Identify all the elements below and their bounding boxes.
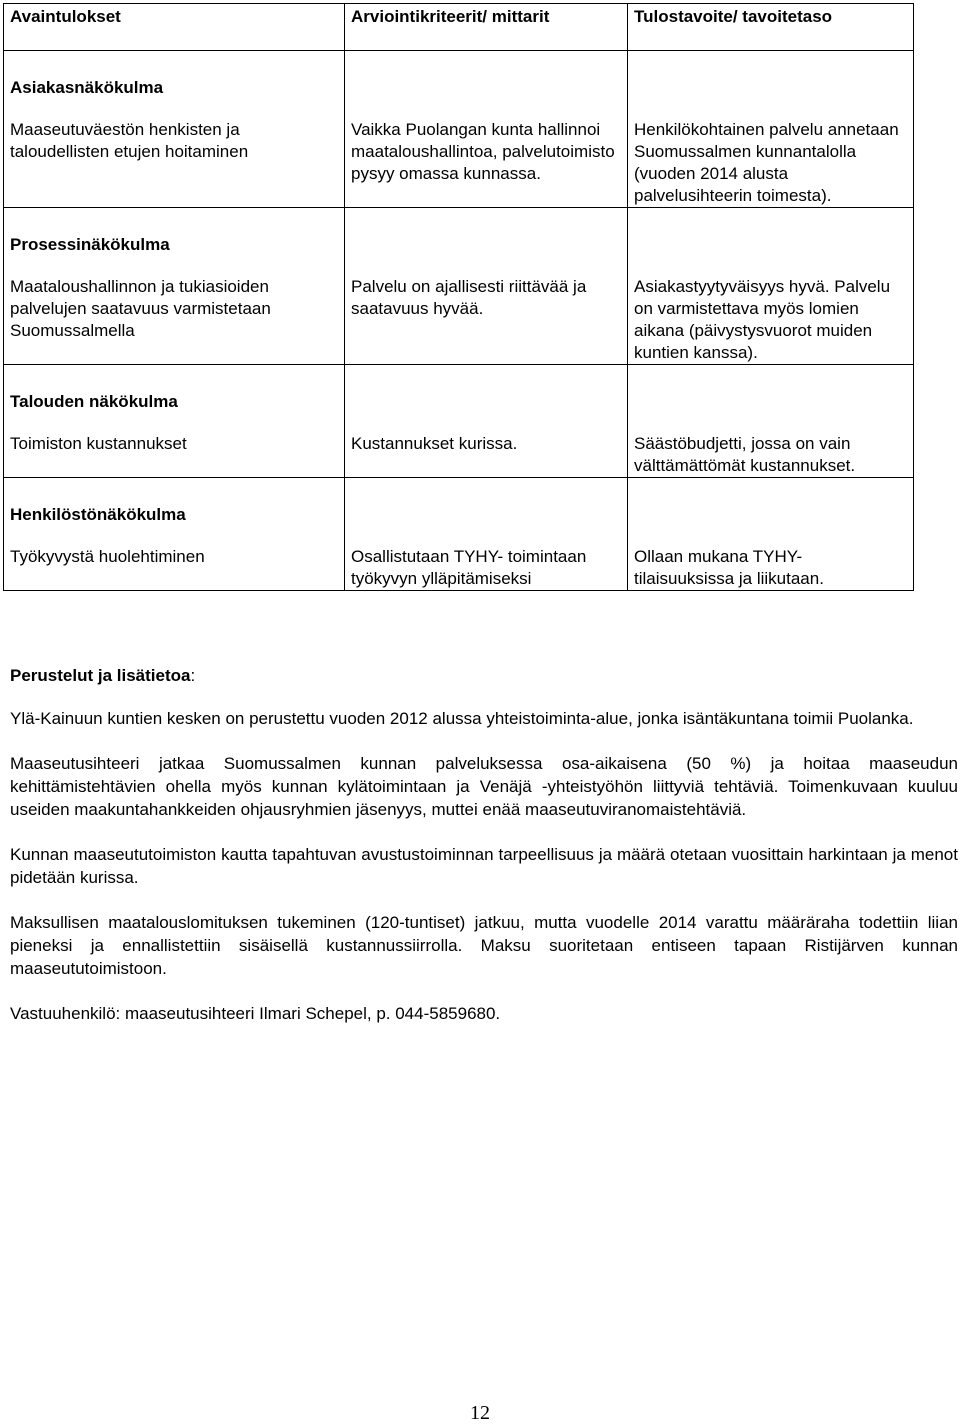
section-title: Prosessinäkökulma [4, 208, 345, 257]
table-cell: Työkyvystä huolehtiminen [4, 526, 345, 591]
section-title: Henkilöstönäkökulma [4, 478, 345, 527]
table-row [4, 526, 914, 591]
table-cell: Maaseutuväestön henkisten ja taloudellisten etujen hoitaminen [4, 99, 345, 208]
table-header-row [4, 4, 914, 51]
table-cell: Toimiston kustannukset [4, 413, 345, 478]
section-title: Talouden näkökulma [4, 365, 345, 414]
table-cell: Säästöbudjetti, jossa on vain välttämättömät kustannukset. [628, 413, 914, 478]
section-title: Asiakasnäkökulma [4, 51, 345, 100]
notes-heading-text: Perustelut ja lisätietoa [10, 666, 191, 685]
table-cell: Palvelu on ajallisesti riittävää ja saatavuus hyvää. [345, 256, 628, 365]
notes-heading-colon: : [190, 666, 196, 685]
page-number: 12 [470, 1402, 490, 1424]
section-row [4, 365, 914, 414]
table-cell: Maataloushallinnon ja tukiasioiden palvelujen saatavuus varmistetaan Suomussalmella [4, 256, 345, 365]
table-cell: Henkilökohtainen palvelu annetaan Suomussalmen kunnantalolla (vuoden 2014 alusta palvelusihteerin toimesta). [628, 99, 914, 208]
contact-person: Vastuuhenkilö: maaseutusihteeri Ilmari Schepel, p. 044-5859680. [10, 1004, 501, 1023]
table-row [4, 256, 914, 365]
section-row [4, 208, 914, 257]
notes-paragraph: Ylä-Kainuun kuntien kesken on perustettu vuoden 2012 alussa yhteistoiminta-alue, jonka isäntäkuntana toimii Puolanka. [10, 709, 914, 728]
table-cell: Kustannukset kurissa. [345, 413, 628, 478]
section-row [4, 478, 914, 527]
notes-heading [10, 664, 958, 687]
notes-section [10, 664, 958, 1047]
table-row [4, 413, 914, 478]
notes-paragraph: Maksullisen maatalouslomituksen tukeminen (120-tuntiset) jatkuu, mutta vuodelle 2014 varattu määräraha todettiin liian pieneksi ja ennallistettiin sisäisellä kustannussiirrolla. Maksu suoritetaan entiseen tapaan Ristijärven kunnan maaseututoimistoon. [10, 913, 958, 978]
header-key-results: Avaintulokset [4, 4, 345, 51]
table-cell: Osallistutaan TYHY- toimintaan työkyvyn ylläpitämiseksi [345, 526, 628, 591]
table-row [4, 99, 914, 208]
key-results-table [3, 3, 914, 591]
header-criteria: Arviointikriteerit/ mittarit [345, 4, 628, 51]
notes-paragraph: Maaseutusihteeri jatkaa Suomussalmen kunnan palveluksessa osa-aikaisena (50 %) ja hoitaa maaseudun kehittämistehtävien ohella myös kunnan kylätoimintaan ja Venäjä -yhteistyöhön liittyviä tehtäviä. Toimenkuvaan kuuluu useiden maakuntahankkeiden ohjausryhmien jäsenyys, muttei enää maaseutuviranomaistehtäviä. [10, 754, 958, 819]
header-target: Tulostavoite/ tavoitetaso [628, 4, 914, 51]
table-cell: Ollaan mukana TYHY- tilaisuuksissa ja liikutaan. [628, 526, 914, 591]
table-cell: Vaikka Puolangan kunta hallinnoi maataloushallintoa, palvelutoimisto pysyy omassa kunnassa. [345, 99, 628, 208]
notes-paragraph: Kunnan maaseututoimiston kautta tapahtuvan avustustoiminnan tarpeellisuus ja määrä otetaan vuosittain harkintaan ja menot pidetään kurissa. [10, 845, 958, 887]
table-cell: Asiakastyytyväisyys hyvä. Palvelu on varmistettava myös lomien aikana (päivystysvuorot muiden kuntien kanssa). [628, 256, 914, 365]
section-row [4, 51, 914, 100]
